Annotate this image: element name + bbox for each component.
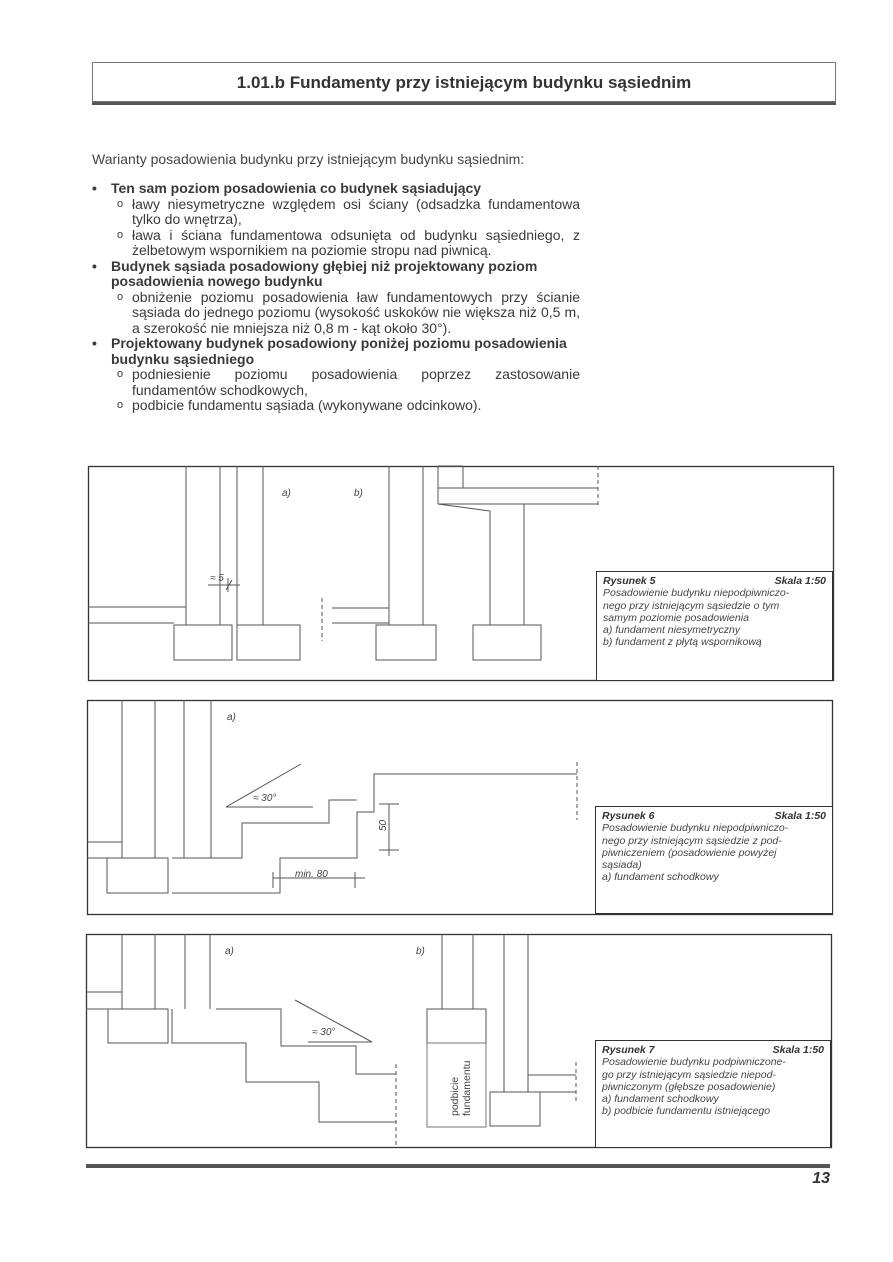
list-item: o ława i ściana fundamentowa odsunięta od budynku sąsiedniego, z żelbetowym wspornikiem na poziomie stropu nad piwnicą.	[92, 228, 580, 259]
title-rule	[92, 102, 836, 105]
caption-line: nego przy istniejącym sąsiedzie o tym	[603, 599, 780, 612]
list-item: o obniżenie poziomu posadowienia ław fundamentowych przy ścianie sąsiada do jednego poziomu (wysokość uskoków nie większa niż 0,5 m, a szerokość nie mniejsza niż 0,8 m - kąt około 30°).	[92, 290, 580, 337]
section-title-box	[92, 62, 836, 102]
figure-6-caption	[595, 806, 833, 914]
figure-title: Rysunek 7	[602, 1044, 655, 1056]
caption-line: sąsiada)	[602, 859, 642, 872]
fig5-label-b: b)	[354, 488, 363, 499]
caption-line: a) fundament schodkowy	[602, 1093, 719, 1106]
list-item: o ławy niesymetryczne względem osi ściany (odsadzka fundamentowa tylko do wnętrza),	[92, 197, 580, 228]
fig6-height: 50	[378, 819, 389, 831]
fig7-angle: ≈ 30°	[312, 1027, 336, 1038]
underpin-label-1: podbicie	[449, 1076, 461, 1116]
caption-line: piwniczonym (głębsze posadowienie)	[602, 1080, 776, 1093]
fig7-label-a: a)	[225, 946, 234, 957]
footer-rule	[86, 1164, 830, 1168]
figure-scale: Skala 1:50	[772, 1044, 824, 1056]
section-heading: • Projektowany budynek posadowiony poniżej poziomu posadowienia budynku sąsiedniego	[92, 336, 580, 367]
variant-list	[92, 181, 580, 414]
underpin-label-2: fundamentu	[461, 1060, 473, 1116]
caption-line: Posadowienie budynku podpiwniczone-	[602, 1056, 786, 1069]
intro-text: Warianty posadowienia budynku przy istniejącym budynku sąsiednim:	[92, 151, 525, 167]
fig5-label-a: a)	[282, 488, 291, 499]
section-heading: • Ten sam poziom posadowienia co budynek sąsiadujący	[92, 181, 580, 197]
caption-line: b) podbicie fundamentu istniejącego	[602, 1105, 771, 1118]
list-item: o podniesienie poziomu posadowienia poprzez zastosowanie fundamentów schodkowych,	[92, 367, 580, 398]
figure-7-caption	[595, 1040, 831, 1148]
section-title: 1.01.b Fundamenty przy istniejącym budynku sąsiednim	[236, 73, 692, 92]
fig6-width: min. 80	[295, 869, 328, 880]
figure-title: Rysunek 5	[603, 575, 656, 587]
figure-title: Rysunek 6	[602, 810, 655, 822]
caption-line: samym poziomie posadowienia	[603, 611, 749, 624]
caption-line: go przy istniejącym sąsiedzie niepod-	[602, 1068, 776, 1081]
caption-line: Posadowienie budynku niepodpiwniczo-	[602, 822, 789, 835]
caption-line: piwniczeniem (posadowienie powyżej	[602, 846, 777, 859]
caption-line: a) fundament niesymetryczny	[603, 624, 741, 637]
caption-line: nego przy istniejącym sąsiedzie z pod-	[602, 834, 782, 847]
figure-scale: Skala 1:50	[774, 810, 826, 822]
section-heading: • Budynek sąsiada posadowiony głębiej niż projektowany poziom posadowienia nowego budynku	[92, 259, 580, 290]
list-item: o podbicie fundamentu sąsiada (wykonywane odcinkowo).	[92, 398, 580, 414]
caption-line: b) fundament z płytą wspornikową	[603, 636, 762, 649]
fig7-label-b: b)	[416, 946, 425, 957]
fig6-label-a: a)	[227, 712, 236, 723]
figure-5-caption	[596, 571, 833, 681]
caption-line: a) fundament schodkowy	[602, 871, 719, 884]
fig6-angle: ≈ 30°	[253, 793, 277, 804]
page-number: 13	[812, 1170, 830, 1187]
caption-line: Posadowienie budynku niepodpiwniczo-	[603, 587, 790, 600]
dim-label: ≈ 5	[210, 573, 224, 584]
figure-scale: Skala 1:50	[774, 575, 826, 587]
